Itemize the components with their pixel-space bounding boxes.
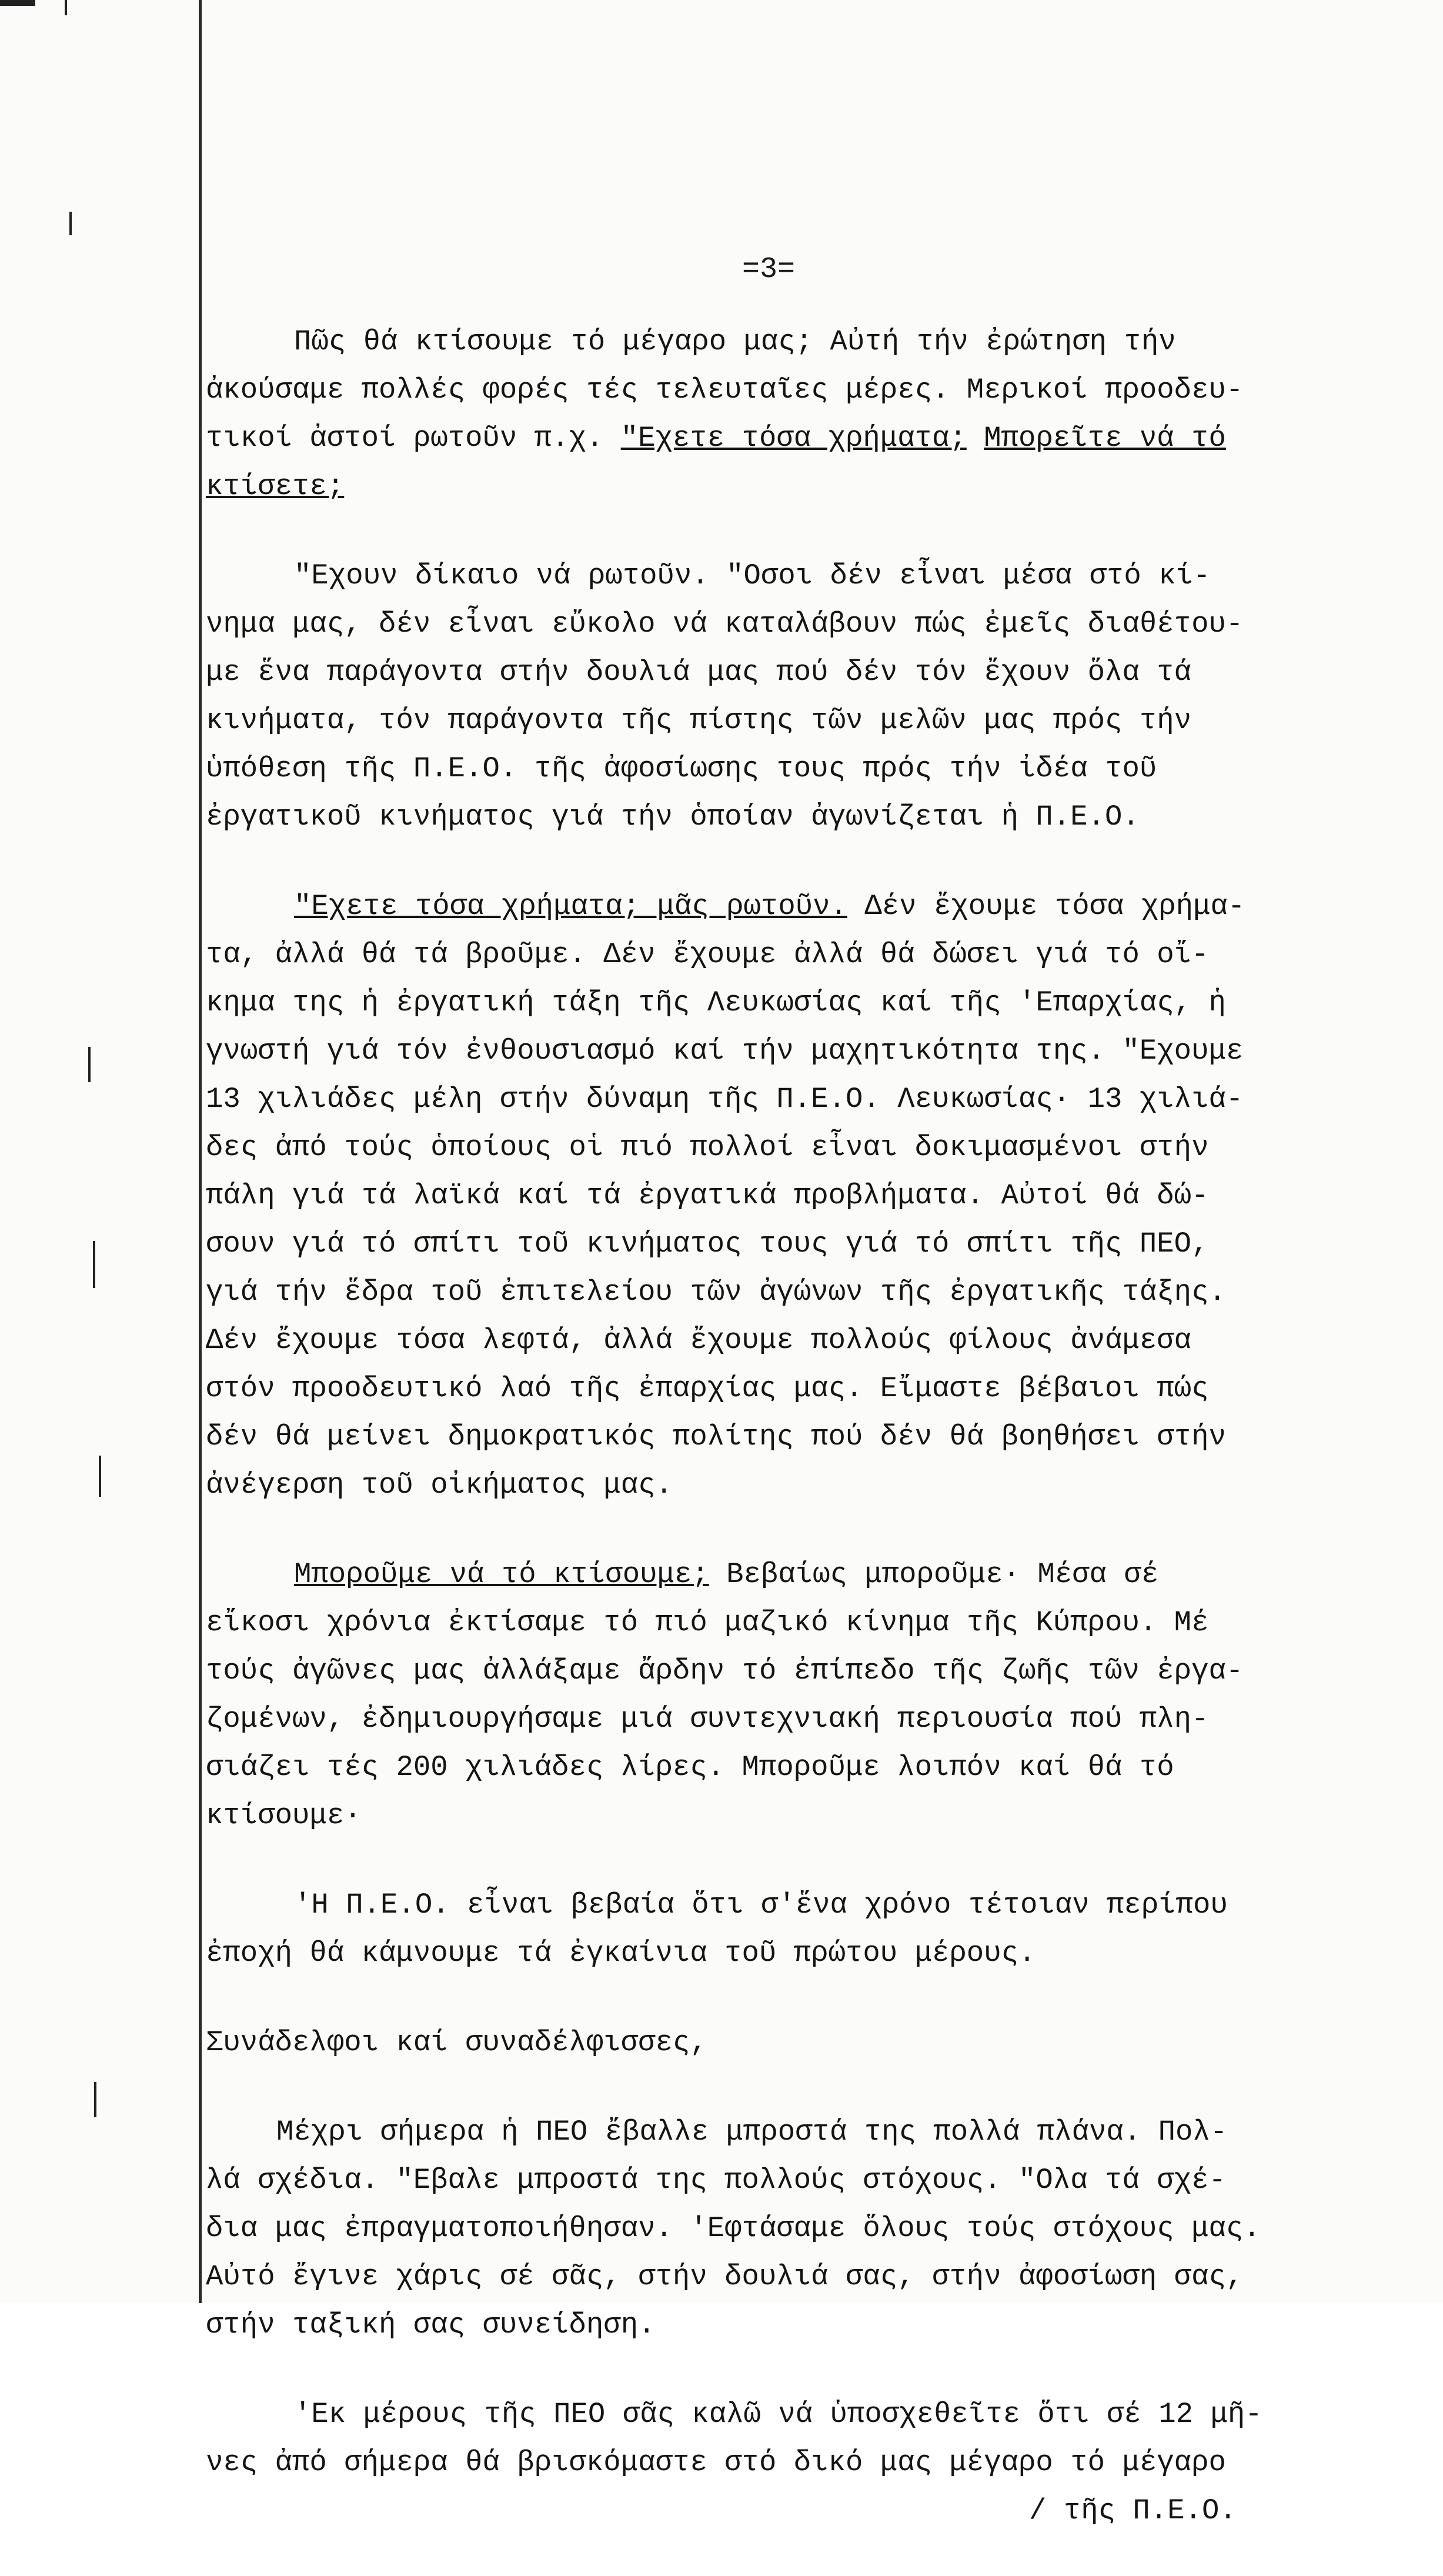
text-line: κινήματα, τόν παράγοντα τῆς πίστης τῶν μελῶν μας πρός τήν <box>206 704 1192 737</box>
underlined-phrase: "Εχετε τόσα χρήματα; μᾶς ρωτοῦν. <box>294 890 847 923</box>
text-line <box>206 1550 1305 1599</box>
corner-mark <box>65 0 67 15</box>
text-line: ἀκούσαμε πολλές φορές τές τελευταῖες μέρες. Μερικοί προοδευ- <box>206 373 1244 406</box>
text-line: νες ἀπό σήμερα θά βρισκόμαστε στό δικό μας μέγαρο τό μέγαρο <box>206 2446 1226 2479</box>
stray-mark <box>94 2082 96 2117</box>
underlined-phrase: κτίσετε; <box>206 470 345 503</box>
text-line: με ἕνα παράγοντα στήν δουλιά μας πού δέν τόν ἔχουν ὅλα τά <box>206 656 1192 689</box>
salutation <box>206 2018 1305 2067</box>
paragraph <box>206 882 1305 1509</box>
underlined-phrase: Μπορεῖτε νά τό <box>984 422 1226 455</box>
signoff: / τῆς Π.Ε.Ο. <box>1029 2494 1237 2527</box>
corner-mark <box>0 0 35 6</box>
text-line: τα, ἀλλά θά τά βροῦμε. Δέν ἔχουμε ἀλλά θά δώσει γιά τό οἴ- <box>206 938 1209 971</box>
text-line: 'Η Π.Ε.Ο. εἶναι βεβαία ὅτι σ'ἕνα χρόνο τέτοιαν περίπου <box>294 1888 1228 1921</box>
text-run: Δέν ἔχουμε τόσα χρήμα- <box>847 890 1245 923</box>
text-line: δια μας ἐπραγματοποιήθησαν. 'Εφτάσαμε ὅλους τούς στόχους μας. <box>206 2212 1261 2245</box>
text-line: 'Εκ μέρους τῆς ΠΕΟ σᾶς καλῶ νά ὑποσχεθεῖτε ὅτι σέ 12 μῆ- <box>294 2398 1262 2431</box>
text-line: κτίσουμε· <box>206 1799 362 1832</box>
stray-mark <box>93 1241 95 1288</box>
text-line <box>206 414 1305 462</box>
text-line: τούς ἀγῶνες μας ἀλλάξαμε ἄρδην τό ἐπίπεδο τῆς ζωῆς τῶν ἐργα- <box>206 1654 1244 1687</box>
paragraph <box>206 2108 1305 2349</box>
text-line: στόν προοδευτικό λαό τῆς ἐπαρχίας μας. Εἴμαστε βέβαιοι πώς <box>206 1372 1209 1405</box>
text-line: κημα της ἡ ἐργατική τάξη τῆς Λευκωσίας καί τῆς 'Επαρχίας, ἡ <box>206 986 1226 1019</box>
paragraph <box>206 1881 1305 1977</box>
text-line: ἀνέγερση τοῦ οἰκήματος μας. <box>206 1469 673 1501</box>
text-line: νημα μας, δέν εἶναι εὔκολο νά καταλάβουν πώς ἐμεῖς διαθέτου- <box>206 608 1244 640</box>
text-line: ζομένων, ἐδημιουργήσαμε μιά συντεχνιακή περιουσία πού πλη- <box>206 1703 1209 1736</box>
text-line: Πῶς θά κτίσουμε τό μέγαρο μας; Αὐτή τήν ἐρώτηση τήν <box>294 325 1176 358</box>
text-line: "Εχουν δίκαιο νά ρωτοῦν. "Οσοι δέν εἶναι μέσα στό κί- <box>294 559 1211 592</box>
underlined-phrase: Μποροῦμε νά τό κτίσουμε; <box>294 1558 709 1591</box>
text-line: ὑπόθεση τῆς Π.Ε.Ο. τῆς ἀφοσίωσης τους πρός τήν ἰδέα τοῦ <box>206 752 1157 785</box>
text-line: Δέν ἔχουμε τόσα λεφτά, ἀλλά ἔχουμε πολλούς φίλους ἀνάμεσα <box>206 1324 1192 1357</box>
text-line: πάλη γιά τά λαϊκά καί τά ἐργατικά προβλήματα. Αὐτοί θά δώ- <box>206 1179 1209 1212</box>
text-line: 13 χιλιάδες μέλη στήν δύναμη τῆς Π.Ε.Ο. Λευκωσίας· 13 χιλιά- <box>206 1083 1244 1116</box>
stray-mark <box>88 1047 91 1082</box>
paragraph <box>206 1550 1305 1840</box>
text-line: σουν γιά τό σπίτι τοῦ κινήματος τους γιά τό σπίτι τῆς ΠΕΟ, <box>206 1227 1209 1260</box>
text-line: γνωστή γιά τόν ἐνθουσιασμό καί τήν μαχητικότητα της. "Εχουμε <box>206 1035 1244 1067</box>
paragraph <box>206 2390 1305 2535</box>
text-line: εἴκοσι χρόνια ἐκτίσαμε τό πιό μαζικό κίνημα τῆς Κύπρου. Μέ <box>206 1606 1209 1639</box>
paragraph <box>206 318 1305 510</box>
text-line: λά σχέδια. "Εβαλε μπροστά της πολλούς στόχους. "Ολα τά σχέ- <box>206 2164 1226 2197</box>
text-run: τικοί ἀστοί ρωτοῦν π.χ. <box>206 422 604 455</box>
stray-mark <box>69 212 72 235</box>
text-line: Συνάδελφοι καί συναδέλφισσες, <box>206 2026 707 2059</box>
text-line <box>206 462 1305 510</box>
document-body <box>206 318 1305 2576</box>
text-line: δες ἀπό τούς ὁποίους οἱ πιό πολλοί εἶναι δοκιμασμένοι στήν <box>206 1131 1209 1164</box>
text-line: ἐποχή θά κάμνουμε τά ἐγκαίνια τοῦ πρώτου μέρους. <box>206 1937 1036 1970</box>
text-line <box>206 882 1305 930</box>
stray-mark <box>99 1456 101 1497</box>
underlined-phrase: "Εχετε τόσα χρήματα; <box>620 422 967 455</box>
text-line: Αὐτό ἔγινε χάρις σέ σᾶς, στήν δουλιά σας, στήν ἀφοσίωση σας, <box>206 2260 1244 2293</box>
page-number: =3= <box>742 253 796 286</box>
paragraph <box>206 552 1305 841</box>
text-line: Μέχρι σήμερα ἡ ΠΕΟ ἔβαλλε μπροστά της πολλά πλάνα. Πολ- <box>276 2115 1228 2148</box>
text-line: δέν θά μείνει δημοκρατικός πολίτης πού δέν θά βοηθήσει στήν <box>206 1420 1226 1453</box>
text-line: στήν ταξική σας συνείδηση. <box>206 2308 656 2341</box>
text-run: Βεβαίως μποροῦμε· Μέσα σέ <box>709 1558 1159 1591</box>
text-line: ἐργατικοῦ κινήματος γιά τήν ὁποίαν ἀγωνίζεται ἡ Π.Ε.Ο. <box>206 800 1140 833</box>
text-line: γιά τήν ἕδρα τοῦ ἐπιτελείου τῶν ἀγώνων τῆς ἐργατικῆς τάξης. <box>206 1276 1226 1309</box>
margin-rule <box>199 0 202 2303</box>
text-line: σιάζει τές 200 χιλιάδες λίρες. Μποροῦμε λοιπόν καί θά τό <box>206 1751 1174 1784</box>
